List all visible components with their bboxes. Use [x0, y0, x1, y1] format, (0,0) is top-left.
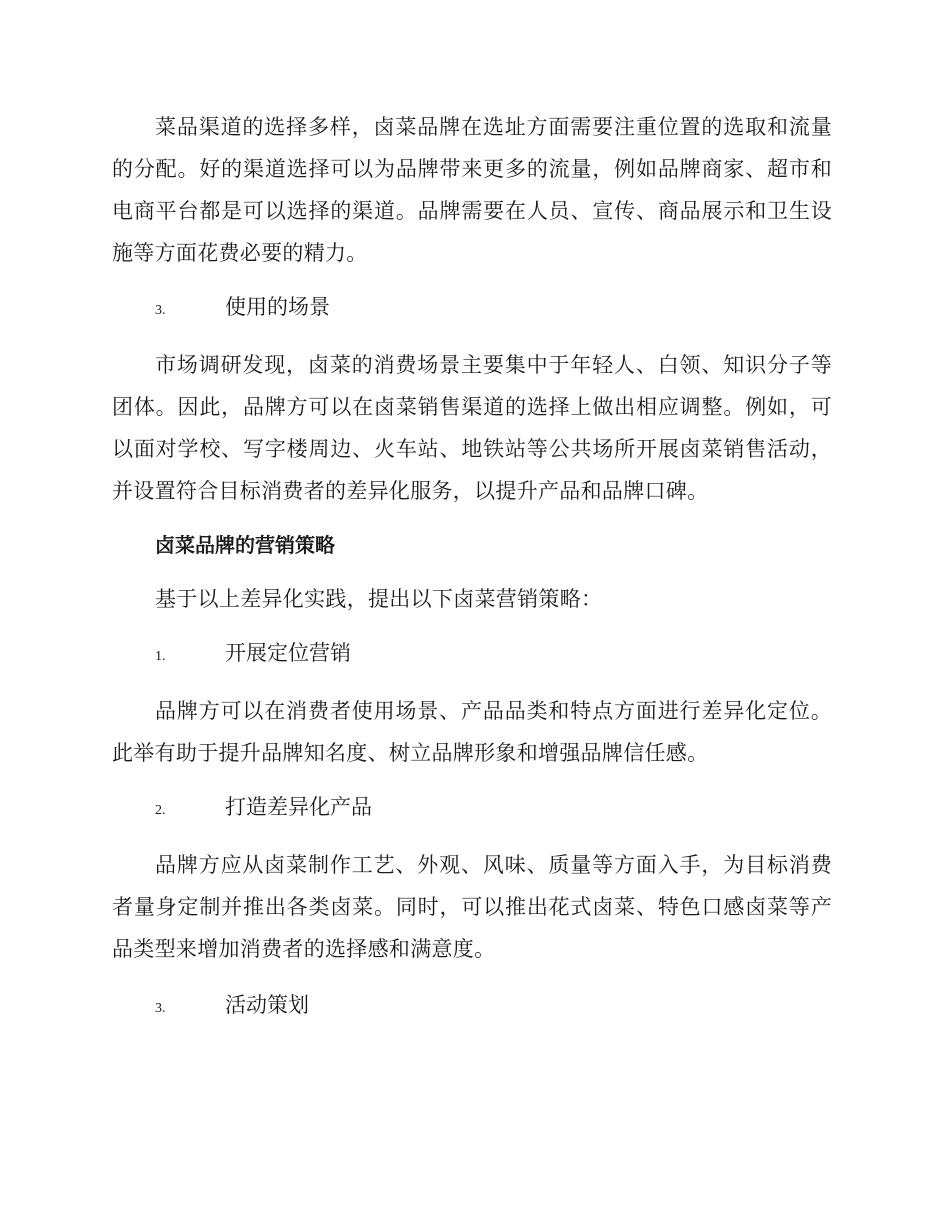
list-label: 开展定位营销 — [225, 641, 351, 665]
list-number: 3. — [155, 303, 166, 318]
paragraph-positioning: 品牌方可以在消费者使用场景、产品品类和特点方面进行差异化定位。此举有助于提升品牌知名度、树立品牌形象和增强品牌信任感。 — [112, 699, 832, 765]
list-item-positioning — [112, 632, 832, 678]
paragraph-market-research: 市场调研发现，卤菜的消费场景主要集中于年轻人、白领、知识分子等团体。因此，品牌方可以在卤菜销售渠道的选择上做出相应调整。例如，可以面对学校、写字楼周边、火车站、地铁站等公共场所开展卤菜销售活动，并设置符合目标消费者的差异化服务，以提升产品和品牌口碑。 — [112, 353, 832, 503]
list-item-differentiated-product — [112, 786, 832, 832]
paragraph-differentiated-product: 品牌方应从卤菜制作工艺、外观、风味、质量等方面入手，为目标消费者量身定制并推出各类卤菜。同时，可以推出花式卤菜、特色口感卤菜等产品类型来增加消费者的选择感和满意度。 — [112, 853, 832, 961]
document-page — [112, 106, 832, 1030]
list-item-usage-scene — [112, 286, 832, 332]
section-heading: 卤菜品牌的营销策略 — [155, 533, 335, 557]
list-label: 打造差异化产品 — [225, 795, 372, 819]
list-item-event-planning — [112, 984, 832, 1030]
list-label: 使用的场景 — [225, 295, 330, 319]
list-number: 2. — [155, 803, 166, 818]
paragraph-strategy-intro: 基于以上差异化实践，提出以下卤菜营销策略： — [155, 587, 603, 611]
paragraph-channel: 菜品渠道的选择多样，卤菜品牌在选址方面需要注重位置的选取和流量的分配。好的渠道选择可以为品牌带来更多的流量，例如品牌商家、超市和电商平台都是可以选择的渠道。品牌需要在人员、宣传、商品展示和卫生设施等方面花费必要的精力。 — [112, 115, 832, 265]
list-number: 1. — [155, 649, 166, 664]
list-number: 3. — [155, 1001, 166, 1016]
list-label: 活动策划 — [225, 993, 309, 1017]
